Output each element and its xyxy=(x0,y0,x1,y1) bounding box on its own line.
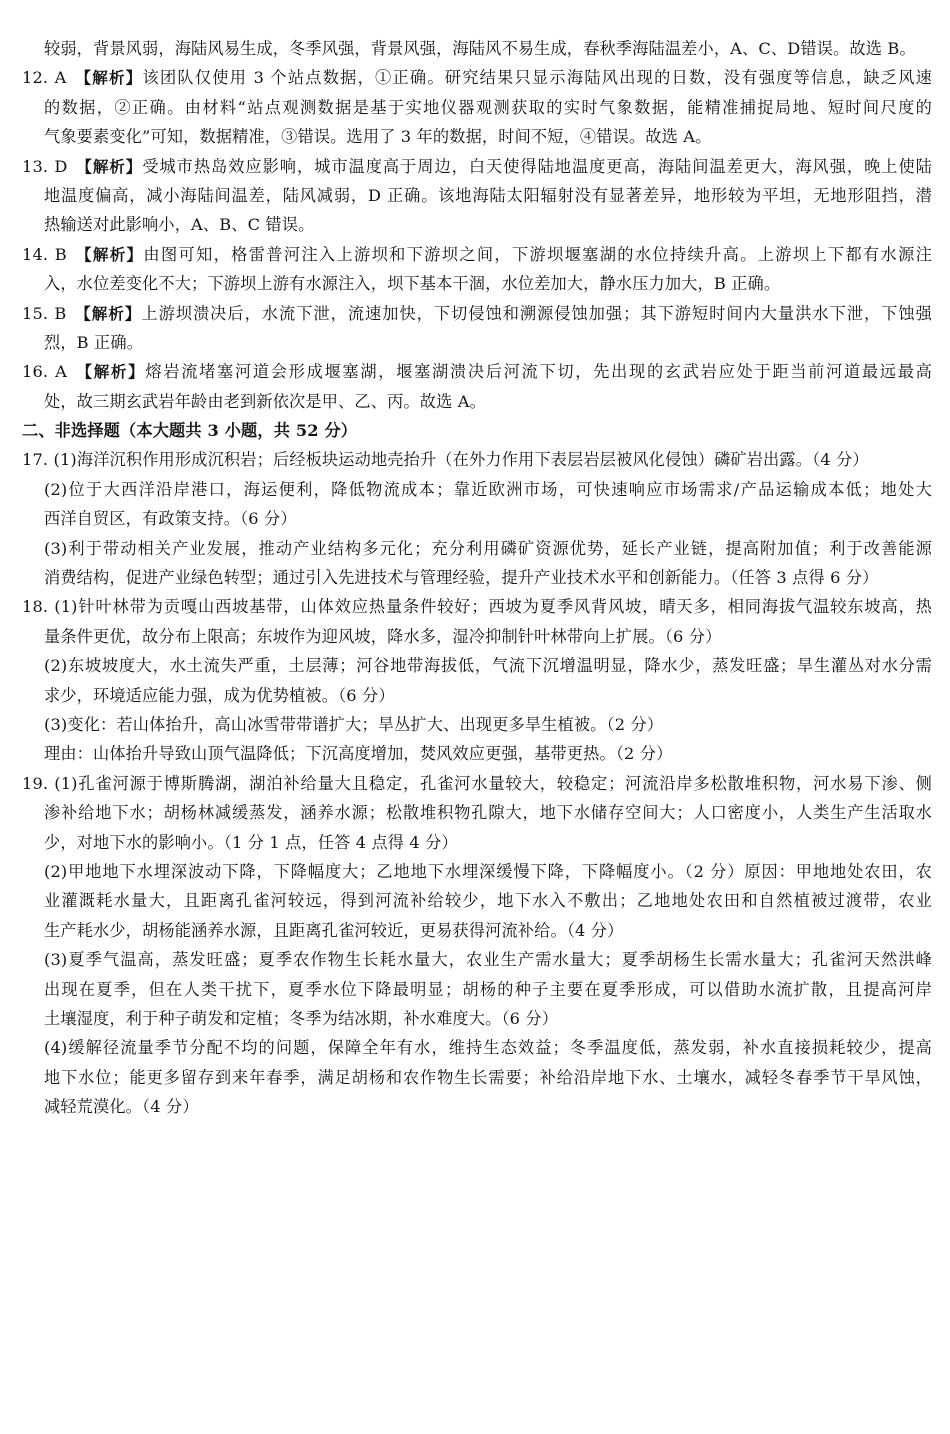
text-line xyxy=(22,857,932,886)
line-text: 18. (1)针叶林带为贡嘎山西坡基带，山体效应热量条件较好；西坡为夏季风背风坡，晴天多，相同海拔气温较东坡高，热 xyxy=(22,597,932,617)
text-line xyxy=(22,63,932,92)
text-line xyxy=(22,739,932,768)
text-line xyxy=(22,1033,932,1062)
line-text: (3)变化：若山体抬升，高山冰雪带带谱扩大；旱丛扩大、出现更多旱生植被。（2 分） xyxy=(44,714,664,734)
question-number: 15. B xyxy=(22,303,67,323)
question-number: 16. A xyxy=(22,362,67,382)
line-text: 该团队仅使用 3 个站点数据，①正确。研究结果只显示海陆风出现的日数，没有强度等信息，缺乏风速 xyxy=(142,68,932,88)
line-text: 地下水位；能更多留存到来年春季，满足胡杨和农作物生长需要；补给沿岸地下水、土壤水，减轻冬春季节干旱风蚀， xyxy=(44,1067,932,1087)
line-text: 熔岩流堵塞河道会形成堰塞湖，堰塞湖溃决后河流下切，先出现的玄武岩应处于距当前河道最远最高 xyxy=(145,362,932,382)
line-text: 量条件更优，故分布上限高；东坡作为迎风坡，降水多，湿冷抑制针叶林带向上扩展。（6 分） xyxy=(44,626,722,646)
text-line xyxy=(22,592,932,621)
question-number: 12. A xyxy=(22,68,67,88)
line-text: 烈，B 正确。 xyxy=(44,332,144,352)
line-text: 由图可知，格雷普河注入上游坝和下游坝之间，下游坝堰塞湖的水位持续升高。上游坝上下都有水源注 xyxy=(143,244,932,264)
text-line xyxy=(22,975,932,1004)
line-text: 的数据，②正确。由材料“站点观测数据是基于实地仪器观测获取的实时气象数据，能精准捕捉局地、短时间尺度的 xyxy=(44,97,932,117)
line-text: 气象要素变化”可知，数据精准，③错误。选用了 3 年的数据，时间不短，④错误。故选 A。 xyxy=(44,127,712,147)
text-line xyxy=(22,416,932,445)
line-text: 渗补给地下水；胡杨林减缓蒸发，涵养水源；松散堆积物孔隙大，地下水储存空间大；人口密度小，人类生产生活取水 xyxy=(44,803,932,823)
text-line xyxy=(22,945,932,974)
text-line xyxy=(22,299,932,328)
text-line xyxy=(22,240,932,269)
answer-content xyxy=(22,34,932,1121)
text-line xyxy=(22,475,932,504)
line-text: (2)东坡坡度大，水土流失严重，土层薄；河谷地带海拔低，气流下沉增温明显，降水少，蒸发旺盛；旱生灌丛对水分需 xyxy=(44,656,932,676)
line-text: (4)缓解径流量季节分配不均的问题，保障全年有水，维持生态效益；冬季温度低，蒸发弱，补水直接损耗较少，提高 xyxy=(44,1038,932,1058)
line-text: 土壤湿度，利于种子萌发和定植；冬季为结冰期，补水难度大。（6 分） xyxy=(44,1008,559,1028)
text-line xyxy=(22,445,932,474)
text-line xyxy=(22,769,932,798)
text-line xyxy=(22,387,932,416)
line-text: 消费结构，促进产业绿色转型；通过引入先进技术与管理经验，提升产业技术水平和创新能力。（任答 3 点得 6 分） xyxy=(44,568,879,588)
line-text: 处，故三期玄武岩年龄由老到新依次是甲、乙、丙。故选 A。 xyxy=(44,391,486,411)
line-text: 求少，环境适应能力强，成为优势植被。（6 分） xyxy=(44,685,395,705)
line-text: 生产耗水少，胡杨能涵养水源，且距离孔雀河较近，更易获得河流补给。（4 分） xyxy=(44,920,624,940)
text-line xyxy=(22,916,932,945)
line-text: (2)位于大西洋沿岸港口，海运便利，降低物流成本；靠近欧洲市场，可快速响应市场需求/产品运输成本低；地处大 xyxy=(44,479,932,499)
text-line xyxy=(22,798,932,827)
text-line xyxy=(22,504,932,533)
text-line xyxy=(22,710,932,739)
analysis-tag: 【解析】 xyxy=(74,363,146,382)
line-text: 出现在夏季，但在人类干扰下，夏季水位下降最明显；胡杨的种子主要在夏季形成，可以借助水流扩散，且提高河岸 xyxy=(44,979,932,999)
line-text: 较弱，背景风弱，海陆风易生成，冬季风强，背景风强，海陆风不易生成，春秋季海陆温差小，A、C、D错误。故选 B。 xyxy=(44,39,916,58)
line-text: 西洋自贸区，有政策支持。（6 分） xyxy=(44,509,297,529)
text-line xyxy=(22,328,932,357)
line-text: 地温度偏高，减小海陆间温差，陆风减弱，D 正确。该地海陆太阳辐射没有显著差异，地形较为平坦，无地形阻挡，潜 xyxy=(44,185,932,205)
text-line xyxy=(22,152,932,181)
analysis-tag: 【解析】 xyxy=(74,69,143,88)
text-line xyxy=(22,269,932,298)
text-line xyxy=(22,828,932,857)
text-line xyxy=(22,181,932,210)
text-line xyxy=(22,357,932,386)
text-line xyxy=(22,34,932,63)
line-text: 二、非选择题（本大题共 3 小题，共 52 分） xyxy=(22,421,358,441)
text-line xyxy=(22,93,932,122)
text-line xyxy=(22,886,932,915)
line-text: (3)利于带动相关产业发展，推动产业结构多元化；充分利用磷矿资源优势，延长产业链，提高附加值；利于改善能源 xyxy=(44,538,932,558)
line-text: 理由：山体抬升导致山顶气温降低；下沉高度增加，焚风效应更强，基带更热。（2 分） xyxy=(44,744,673,764)
text-line xyxy=(22,210,932,239)
line-text: 少，对地下水的影响小。（1 分 1 点，任答 4 点得 4 分） xyxy=(44,832,458,852)
text-line xyxy=(22,563,932,592)
text-line xyxy=(22,651,932,680)
line-text: 17. (1)海洋沉积作用形成沉积岩；后经板块运动地壳抬升（在外力作用下表层岩层被风化侵蚀）磷矿岩出露。（4 分） xyxy=(22,450,869,470)
analysis-tag: 【解析】 xyxy=(75,157,143,176)
line-text: 受城市热岛效应影响，城市温度高于周边，白天使得陆地温度更高，海陆间温差更大，海风强，晚上使陆 xyxy=(142,156,932,176)
analysis-tag: 【解析】 xyxy=(74,245,144,264)
line-text: 减轻荒漠化。（4 分） xyxy=(44,1097,199,1117)
text-line xyxy=(22,1004,932,1033)
text-line xyxy=(22,122,932,151)
text-line xyxy=(22,1092,932,1121)
line-text: 入，水位差变化不大；下游坝上游有水源注入，坝下基本干涸，水位差加大，静水压力加大，B 正确。 xyxy=(44,274,781,294)
line-text: 19. (1)孔雀河源于博斯腾湖，湖泊补给量大且稳定，孔雀河水量较大，较稳定；河流沿岸多松散堆积物，河水易下渗、侧 xyxy=(22,773,932,793)
analysis-tag: 【解析】 xyxy=(74,304,142,323)
question-number: 14. B xyxy=(22,244,67,264)
line-text: 上游坝溃决后，水流下泄，流速加快，下切侵蚀和溯源侵蚀加强；其下游短时间内大量洪水下泄，下蚀强 xyxy=(141,303,932,323)
line-text: 业灌溉耗水量大，且距离孔雀河较远，得到河流补给较少，地下水入不敷出；乙地地处农田和自然植被过渡带，农业 xyxy=(44,891,932,911)
text-line xyxy=(22,681,932,710)
text-line xyxy=(22,622,932,651)
text-line xyxy=(22,1063,932,1092)
line-text: (3)夏季气温高，蒸发旺盛；夏季农作物生长耗水量大，农业生产需水量大；夏季胡杨生长需水量大；孔雀河天然洪峰 xyxy=(44,950,932,970)
line-text: (2)甲地地下水埋深波动下降，下降幅度大；乙地地下水埋深缓慢下降，下降幅度小。（2 分）原因：甲地地处农田，农 xyxy=(44,861,932,881)
text-line xyxy=(22,534,932,563)
line-text: 热输送对此影响小，A、B、C 错误。 xyxy=(44,215,315,235)
question-number: 13. D xyxy=(22,156,68,176)
